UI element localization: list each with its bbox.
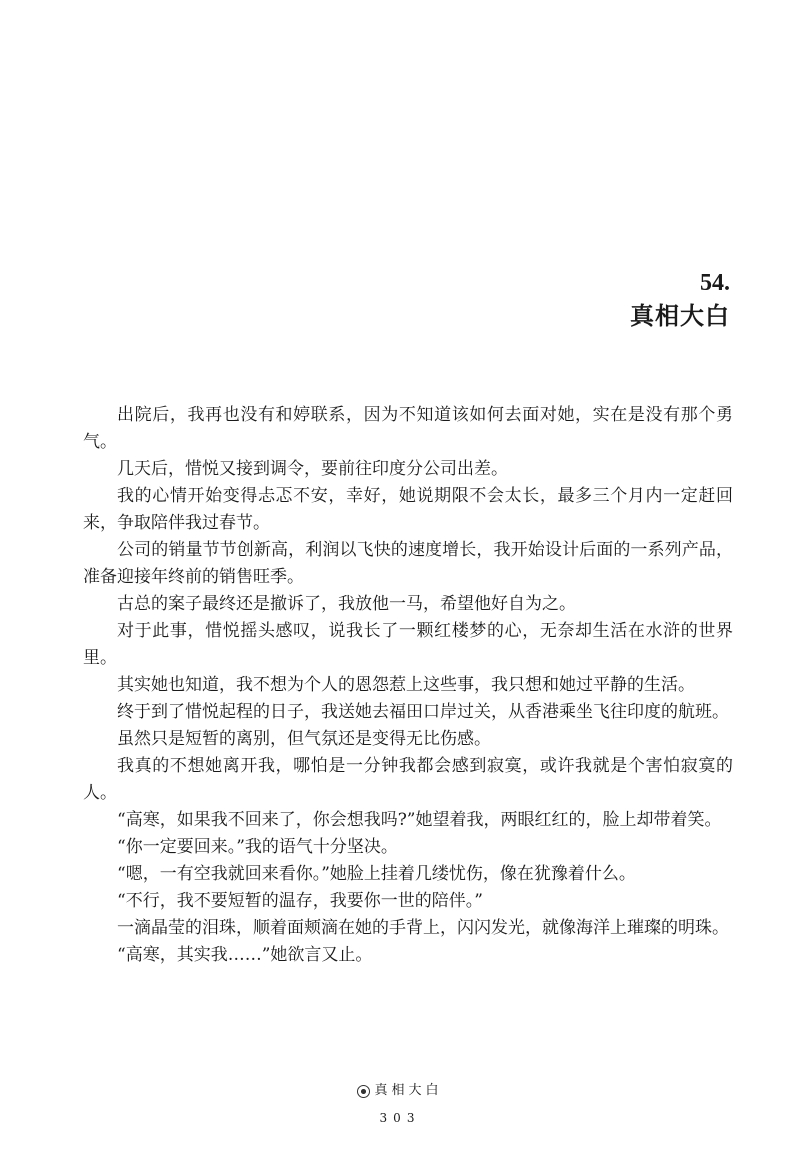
chapter-title: 真相大白 [630, 301, 730, 330]
paragraph: 虽然只是短暂的离别，但气氛还是变得无比伤感。 [117, 729, 491, 749]
page-footer [0, 1082, 800, 1128]
paragraph: 其实她也知道，我不想为个人的恩怨惹上这些事，我只想和她过平静的生活。 [117, 675, 695, 695]
paragraph: 几天后，惜悦又接到调令，要前往印度分公司出差。 [117, 459, 508, 479]
paragraph: 我真的不想她离开我，哪怕是一分钟我都会感到寂寞，或许我就是个害怕寂寞的人。 [83, 756, 733, 803]
paragraph: 古总的案子最终还是撤诉了，我放他一马，希望他好自为之。 [117, 594, 576, 614]
running-title [357, 1082, 442, 1100]
paragraph: 一滴晶莹的泪珠，顺着面颊滴在她的手背上，闪闪发光，就像海洋上璀璨的明珠。 [117, 918, 729, 938]
paragraph: 我的心情开始变得忐忑不安，幸好，她说期限不会太长，最多三个月内一定赶回来，争取陪伴我过春节。 [83, 486, 733, 533]
paragraph: 公司的销量节节创新高，利润以飞快的速度增长，我开始设计后面的一系列产品，准备迎接年终前的销售旺季。 [83, 540, 733, 587]
running-title-text: 真相大白 [374, 1083, 443, 1098]
chapter-number: 54. [700, 270, 730, 296]
chapter-heading [630, 268, 730, 334]
page-number: 303 [379, 1110, 421, 1125]
paragraph: 对于此事，惜悦摇头感叹，说我长了一颗红楼梦的心，无奈却生活在水浒的世界里。 [83, 621, 733, 668]
paragraph: “高寒，如果我不回来了，你会想我吗?”她望着我，两眼红红的，脸上却带着笑。 [117, 810, 722, 830]
paragraph: “高寒，其实我……”她欲言又止。 [117, 945, 373, 965]
paragraph: “嗯，一有空我就回来看你。”她脸上挂着几缕忧伤，像在犹豫着什么。 [117, 864, 636, 884]
paragraph: “你一定要回来。”我的语气十分坚决。 [117, 837, 398, 857]
paragraph: 终于到了惜悦起程的日子，我送她去福田口岸过关，从香港乘坐飞往印度的航班。 [117, 702, 729, 722]
chapter-body [83, 402, 733, 969]
ornament-icon [357, 1085, 370, 1098]
paragraph: 出院后，我再也没有和婷联系，因为不知道该如何去面对她，实在是没有那个勇气。 [83, 405, 733, 452]
paragraph: “不行，我不要短暂的温存，我要你一世的陪伴。” [117, 891, 483, 911]
